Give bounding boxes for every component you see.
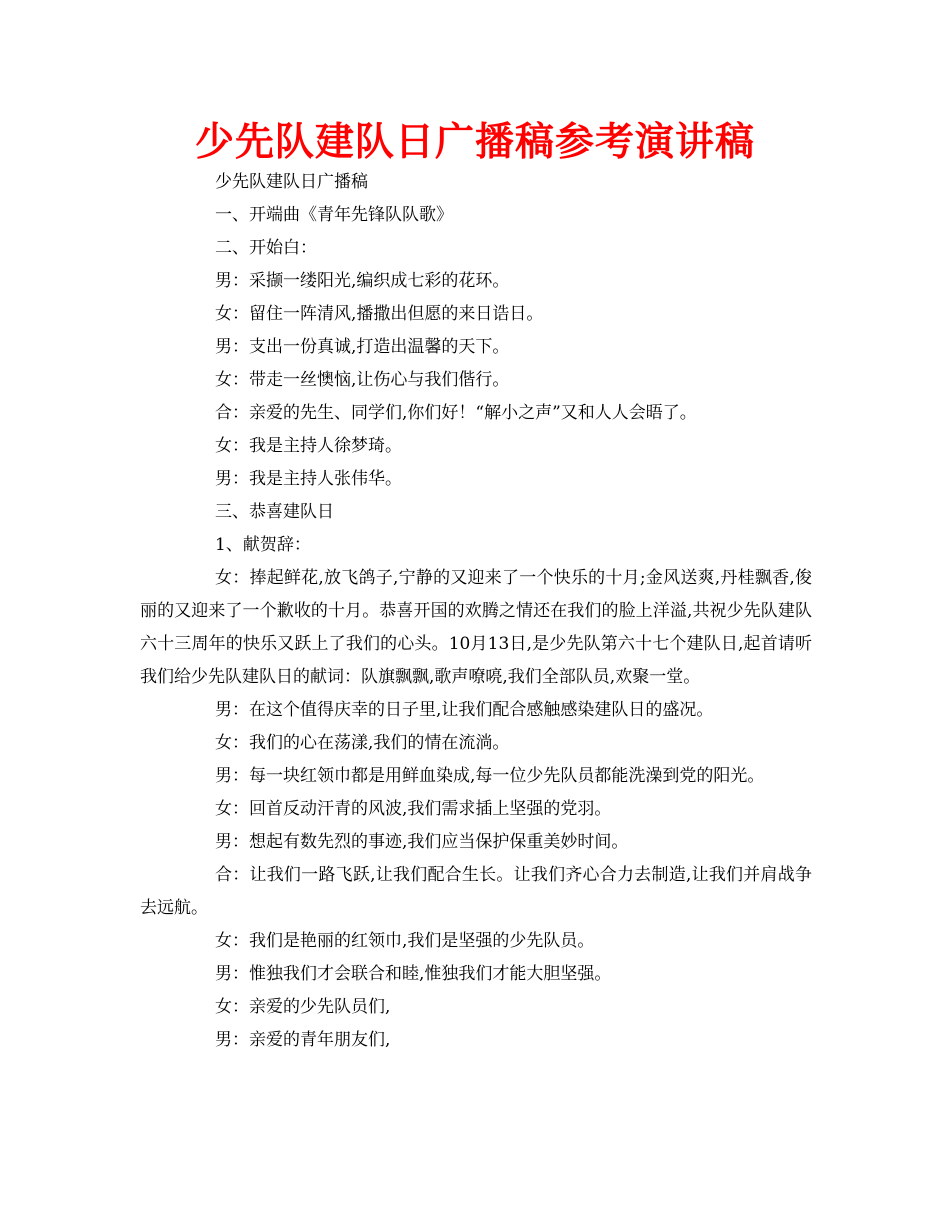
paragraph: 三、恭喜建队日 — [215, 502, 334, 522]
paragraph: 女：带走一丝懊恼,让伤心与我们偕行。 — [215, 370, 510, 390]
paragraph: 男：亲爱的青年朋友们, — [215, 1030, 391, 1050]
paragraph: 男：惟独我们才会联合和睦,惟独我们才能大胆坚强。 — [215, 964, 612, 984]
paragraph: 男：在这个值得庆幸的日子里,让我们配合感触感染建队日的盛况。 — [215, 700, 714, 720]
paragraph: 女：回首反动汗青的风波,我们需求插上坚强的党羽。 — [215, 799, 612, 819]
paragraph: 女：捧起鲜花,放飞鸽子,宁静的又迎来了一个快乐的十月;金风送爽,丹桂飘香,俊丽的又迎来了一个歉收的十月。恭喜开国的欢腾之情还在我们的脸上洋溢,共祝少先队建队六十三周年的快乐又跃上了我们的心头。10月13日,是少先队第六十七个建队日,起首请听我们给少先队建队日的献词：队旗飘飘,歌声嘹喨,我们全部队员,欢聚一堂。 — [140, 568, 812, 687]
paragraph: 男：想起有数先烈的事迹,我们应当保护保重美妙时间。 — [215, 832, 629, 852]
paragraph: 男：我是主持人张伟华。 — [215, 469, 402, 489]
paragraph: 女：亲爱的少先队员们, — [215, 997, 391, 1017]
paragraph: 女：我们是艳丽的红领巾,我们是坚强的少先队员。 — [215, 931, 595, 951]
paragraph: 女：我是主持人徐梦琦。 — [215, 436, 402, 456]
document-title: 少先队建队日广播稿参考演讲稿 — [194, 120, 755, 165]
document-body — [140, 166, 812, 1057]
paragraph: 女：留住一阵清风,播撒出但愿的来日诰日。 — [215, 304, 544, 324]
paragraph: 男：支出一份真诚,打造出温馨的天下。 — [215, 337, 510, 357]
paragraph: 男：采撷一缕阳光,编织成七彩的花环。 — [215, 271, 510, 291]
paragraph: 二、开始白： — [215, 238, 317, 258]
paragraph: 合：亲爱的先生、同学们,你们好！“解小之声”又和人人会晤了。 — [215, 403, 697, 423]
paragraph: 合：让我们一路飞跃,让我们配合生长。让我们齐心合力去制造,让我们并肩战争去远航。 — [140, 865, 812, 918]
paragraph: 女：我们的心在荡漾,我们的情在流淌。 — [215, 733, 510, 753]
paragraph: 少先队建队日广播稿 — [215, 172, 368, 192]
paragraph: 男：每一块红领巾都是用鲜血染成,每一位少先队员都能洗澡到党的阳光。 — [215, 766, 765, 786]
paragraph: 1、献贺辞： — [215, 535, 311, 555]
paragraph: 一、开端曲《青年先锋队队歌》 — [215, 205, 453, 225]
